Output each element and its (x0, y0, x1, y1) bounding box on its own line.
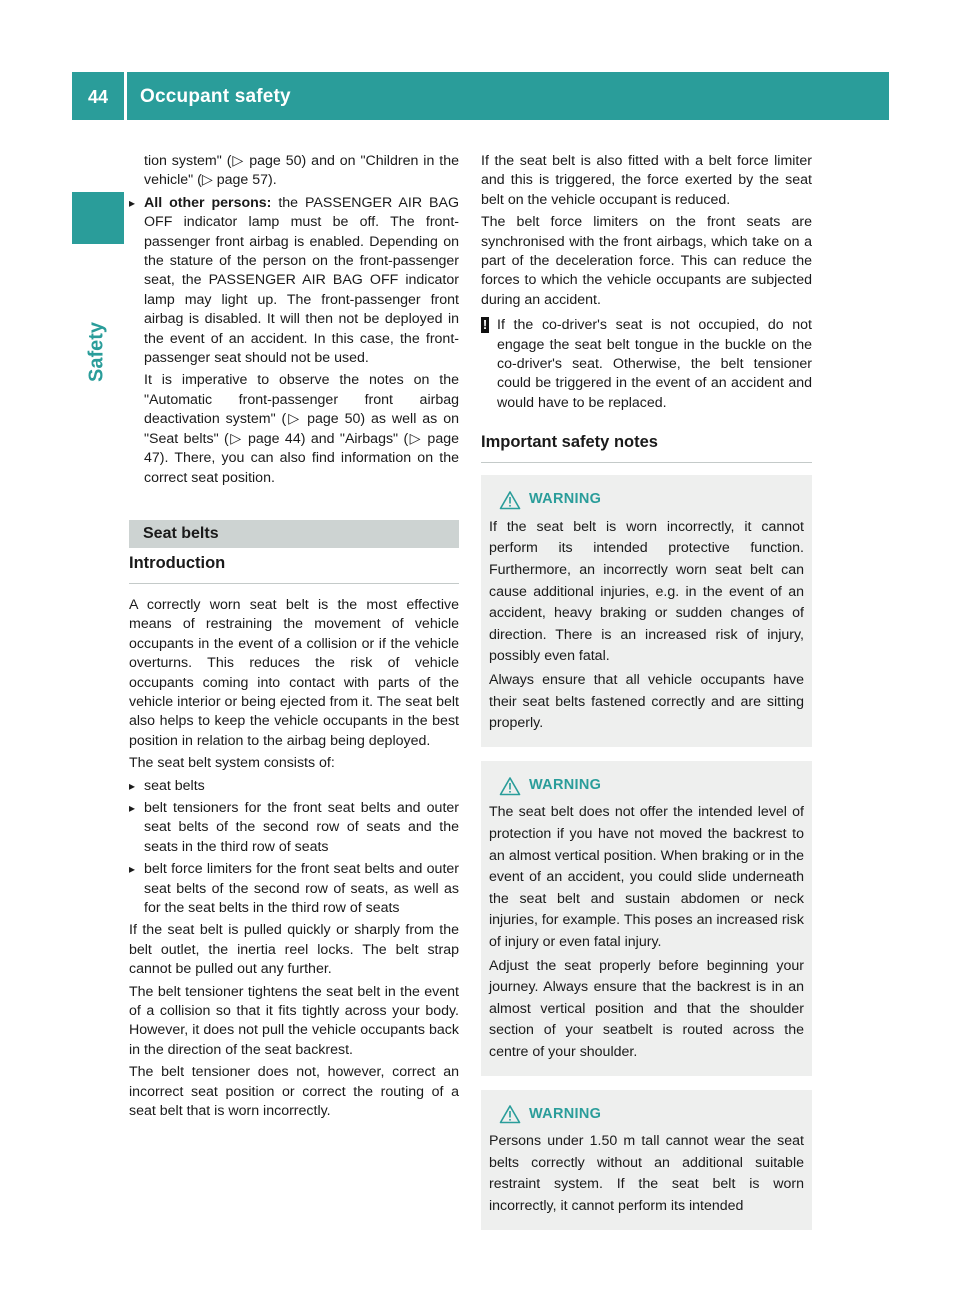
warning-label: WARNING (529, 1105, 602, 1122)
warning-text: If the seat belt is worn incorrectly, it cannot perform its intended protective function. Furthermore, an incorrectly worn seat belt can cause additional injuries, e.g. in the event of an accident, heavy braking or sudden changes of direction. There is an increased risk of injury, possibly even fatal. (489, 518, 804, 665)
warning-header (489, 775, 804, 797)
warning-header (489, 1104, 804, 1126)
warning-triangle-icon (499, 1104, 521, 1124)
warning-header (489, 489, 804, 511)
warning-text: The seat belt does not offer the intended level of protection if you have not moved the backrest to an almost vertical position. When braking or in the event of an accident, you could slide underneath the seat belt and sustain abdomen or neck injuries, for example. This poses an increased risk of injury or even fatal injury. (489, 804, 804, 950)
intro-continuation: tion system" (▷ page 50) and on "Children in the vehicle" (▷ page 57). (144, 153, 459, 189)
left-column (129, 152, 459, 1124)
note-text: If the co-driver's seat is not occupied, do not engage the seat belt tongue in the buckle on the co-driver's seat. Otherwise, the belt tensioner could be triggered in the event of an accident and would have to be replaced. (497, 317, 812, 411)
tensioner-limits-paragraph: The belt tensioner does not, however, correct an incorrect seat position or correct the routing of a seat belt that is worn incorrectly. (129, 1064, 459, 1120)
note-block (481, 316, 812, 413)
warning-triangle-icon (499, 490, 521, 510)
side-color-marker (72, 192, 124, 244)
page-number: 44 (87, 87, 109, 107)
warning-text: Persons under 1.50 m tall cannot wear the seat belts correctly without an additional suitable restraint system. If the seat belt is worn incorrectly, it cannot perform its intended (489, 1133, 804, 1214)
warning-triangle-icon (499, 776, 521, 796)
tensioner-tightens-paragraph: The belt tensioner tightens the seat belt in the event of a collision so that it fits tightly across your body. However, it does not pull the vehicle occupants back in the direction of the seat backrest. (129, 983, 459, 1058)
imperative-paragraph: It is imperative to observe the notes on the "Automatic front-passenger front airbag deactivation system" (▷ page 50) as well as on "Seat belts" (▷ page 44) and "Airbags" (▷ page 47). There, you can also find information on the correct seat position. (144, 372, 459, 486)
warning-text: Always ensure that all vehicle occupants have their seat belts fastened correctly and are sitting properly. (489, 672, 804, 732)
all-other-persons-item (129, 194, 459, 369)
exclamation-icon: ! (482, 317, 488, 333)
header-divider (124, 72, 127, 120)
side-tab-label: Safety (85, 321, 108, 383)
warning-label: WARNING (529, 776, 602, 793)
all-other-persons-text: the PASSENGER AIR BAG OFF indicator lamp must be off. The front-passenger front airbag is enabled. Depending on the stature of the person on the front-passenger seat, the PASSENGER AIR BAG OFF indicator lamp may light up. The front-passenger front airbag is disabled. It will then not be deployed in the event of an accident. In this case, the front-passenger seat should not be used. (144, 194, 459, 367)
force-limiter-paragraph: If the seat belt is also fitted with a belt force limiter and this is triggered, the force exerted by the seat belt on the vehicle occupant is reduced. (481, 153, 812, 208)
section-title: Occupant safety (140, 86, 291, 107)
right-column (481, 152, 812, 1244)
all-other-persons-label: All other persons: (144, 194, 272, 211)
seat-belts-section-title: Seat belts (129, 520, 459, 548)
warning-label: WARNING (529, 491, 602, 508)
warning-box (481, 1090, 812, 1230)
side-tab (82, 322, 112, 382)
system-consists-paragraph: The seat belt system consists of: (129, 755, 335, 772)
warning-box (481, 761, 812, 1076)
introduction-heading: Introduction (129, 548, 459, 584)
system-list-item: ▸ seat belts (129, 777, 459, 796)
synchronised-paragraph: The belt force limiters on the front seats are synchronised with the front airbags, which take on a part of the deceleration force. This can reduce the forces to which the vehicle occupants are subjected during an accident. (481, 214, 812, 308)
important-safety-notes-heading: Important safety notes (481, 427, 812, 463)
inertia-reel-paragraph: If the seat belt is pulled quickly or sharply from the belt outlet, the inertia reel locks. The belt strap cannot be pulled out any further. (129, 922, 459, 978)
system-list-item: ▸ belt force limiters for the front seat belts and outer seat belts of the second row of seats, as well as for the seat belts in the third row of seats (129, 860, 459, 918)
warning-box (481, 475, 812, 747)
intro-paragraph: A correctly worn seat belt is the most effective means of restraining the movement of vehicle occupants in the event of a collision or if the vehicle overturns. This reduces the risk of vehicle occupants coming into contact with parts of the vehicle interior or being ejected from it. The seat belt also helps to keep the vehicle occupants in the best position in relation to the airbag being deployed. (129, 596, 459, 749)
warning-text: Adjust the seat properly before beginning your journey. Always ensure that the backrest is in an almost vertical position and that the shoulder section of your seatbelt is routed across the centre of your shoulder. (489, 957, 804, 1060)
system-list-item: ▸ belt tensioners for the front seat belts and outer seat belts of the second row of seats and the seats in the third row of seats (129, 799, 459, 857)
